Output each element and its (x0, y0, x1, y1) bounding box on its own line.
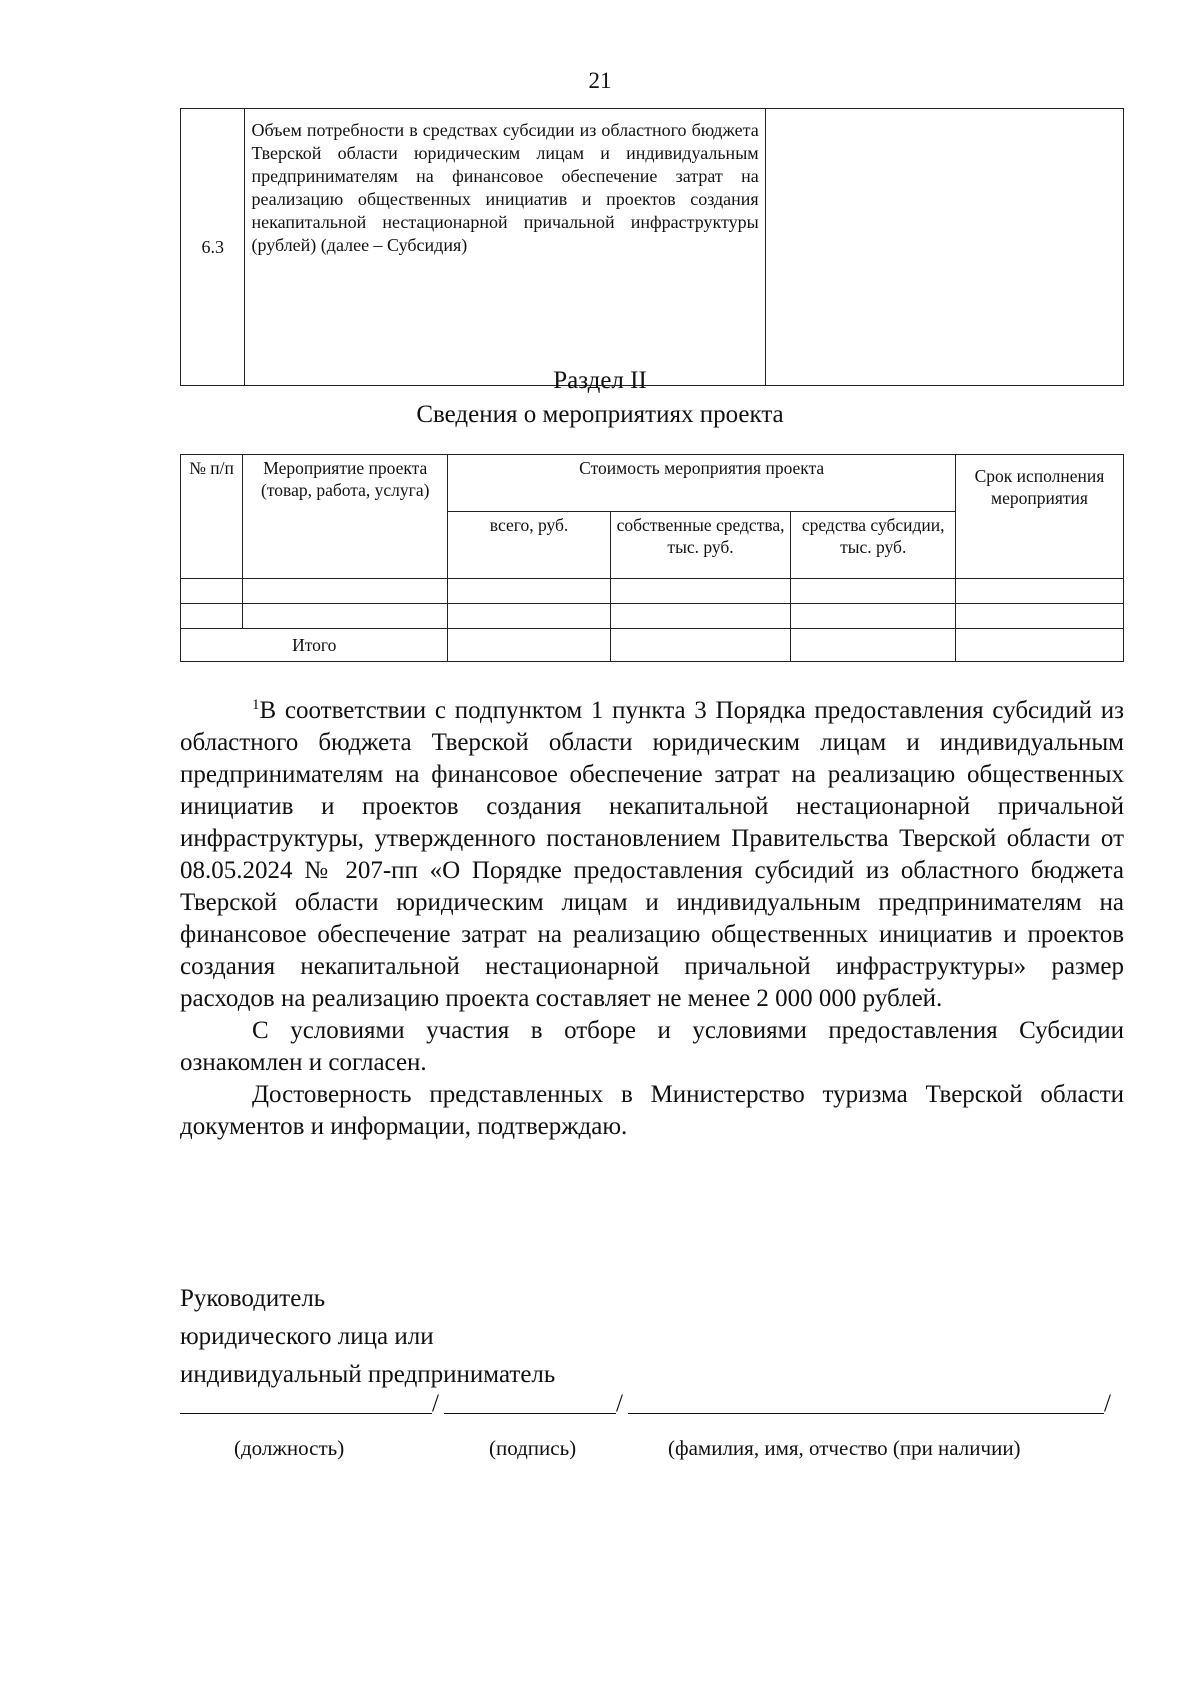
table-cell[interactable] (955, 604, 1123, 629)
header-total: всего, руб. (448, 512, 610, 579)
paragraph-text: В соответствии с подпунктом 1 пункта 3 Порядка предоставления субсидий из областного бюджета Тверской области юридическим лицам и индивидуальным предпринимателям на финансовое обеспечение затрат на реализацию общественных инициатив и проектов создания некапитальной нестационарной причальной инфраструктуры, утвержденного постановлением Правительства Тверской области от 08.05.2024 № 207-пп «О Порядке предоставления субсидий из областного бюджета Тверской области юридическим лицам и индивидуальным предпринимателям на финансовое обеспечение затрат на реализацию общественных инициатив и проектов создания некапитальной нестационарной причальной инфраструктуры» размер расходов на реализацию проекта составляет не менее 2 000 000 рублей. (180, 697, 1124, 1012)
separator-slash: / (432, 1390, 439, 1417)
section-heading (0, 364, 1200, 432)
header-event: Мероприятие проекта (товар, работа, услуга) (243, 455, 448, 579)
total-cell[interactable] (791, 629, 955, 662)
full-name-line[interactable] (628, 1412, 1104, 1414)
table-row (181, 579, 1124, 604)
header-cost: Стоимость мероприятия проекта (448, 455, 956, 512)
table-cell[interactable] (243, 579, 448, 604)
total-cell[interactable] (610, 629, 791, 662)
paragraph-conditions: С условиями участия в отборе и условиями предоставления Субсидии ознакомлен и согласен. (180, 1017, 1124, 1076)
total-cell[interactable] (955, 629, 1123, 662)
table-cell[interactable] (181, 579, 243, 604)
table-cell[interactable] (955, 579, 1123, 604)
header-term: Срок исполнения мероприятия (955, 455, 1123, 579)
header-subsidy-funds: средства субсидии, тыс. руб. (791, 512, 955, 579)
signatory-label (180, 1280, 1124, 1394)
project-events-table (180, 454, 1124, 662)
signatory-line: юридического лица или (180, 1323, 434, 1350)
subsidy-volume-table (180, 108, 1124, 386)
signatory-line: индивидуальный предприниматель (180, 1361, 556, 1388)
table-header-row (181, 455, 1124, 512)
row-description: Объем потребности в средствах субсидии из областного бюджета Тверской области юридическим лицам и индивидуальным предпринимателям на финансовое обеспечение затрат на реализацию общественных инициатив и проектов создания некапитальной нестационарной причальной инфраструктуры (рублей) (далее – Субсидия) (245, 109, 765, 386)
table-cell[interactable] (181, 604, 243, 629)
footnote-mark: 1 (252, 697, 260, 713)
table-cell[interactable] (791, 604, 955, 629)
table-row (181, 604, 1124, 629)
table-cell[interactable] (791, 579, 955, 604)
signature-line[interactable] (444, 1412, 616, 1414)
table-cell[interactable] (448, 604, 610, 629)
separator-slash: / (1104, 1390, 1111, 1417)
signature-lines (180, 1388, 1124, 1418)
caption-position: (должность) (234, 1436, 345, 1460)
total-cell[interactable] (448, 629, 610, 662)
section-subtitle: Сведения о мероприятиях проекта (416, 401, 784, 428)
paragraph-reliability: Достоверность представленных в Министерство туризма Тверской области документов и информации, подтверждаю. (180, 1081, 1124, 1140)
paragraph-footnote (180, 695, 1124, 1015)
header-own-funds: собственные средства, тыс. руб. (610, 512, 791, 579)
page-number: 21 (588, 68, 612, 93)
total-row (181, 629, 1124, 662)
position-line[interactable] (180, 1412, 432, 1414)
row-value-cell[interactable] (765, 109, 1123, 386)
table-cell[interactable] (610, 604, 791, 629)
separator-slash: / (616, 1390, 623, 1417)
section-title: Раздел II (553, 367, 647, 394)
total-label: Итого (181, 629, 448, 662)
caption-full-name: (фамилия, имя, отчество (при наличии) (668, 1436, 1021, 1460)
header-num: № п/п (181, 455, 243, 579)
table-row (181, 109, 1124, 386)
table-cell[interactable] (243, 604, 448, 629)
signatory-line: Руководитель (180, 1285, 326, 1312)
row-number: 6.3 (181, 109, 245, 386)
table-cell[interactable] (610, 579, 791, 604)
table-cell[interactable] (448, 579, 610, 604)
declaration-text (180, 695, 1124, 1143)
caption-signature: (подпись) (489, 1436, 577, 1460)
